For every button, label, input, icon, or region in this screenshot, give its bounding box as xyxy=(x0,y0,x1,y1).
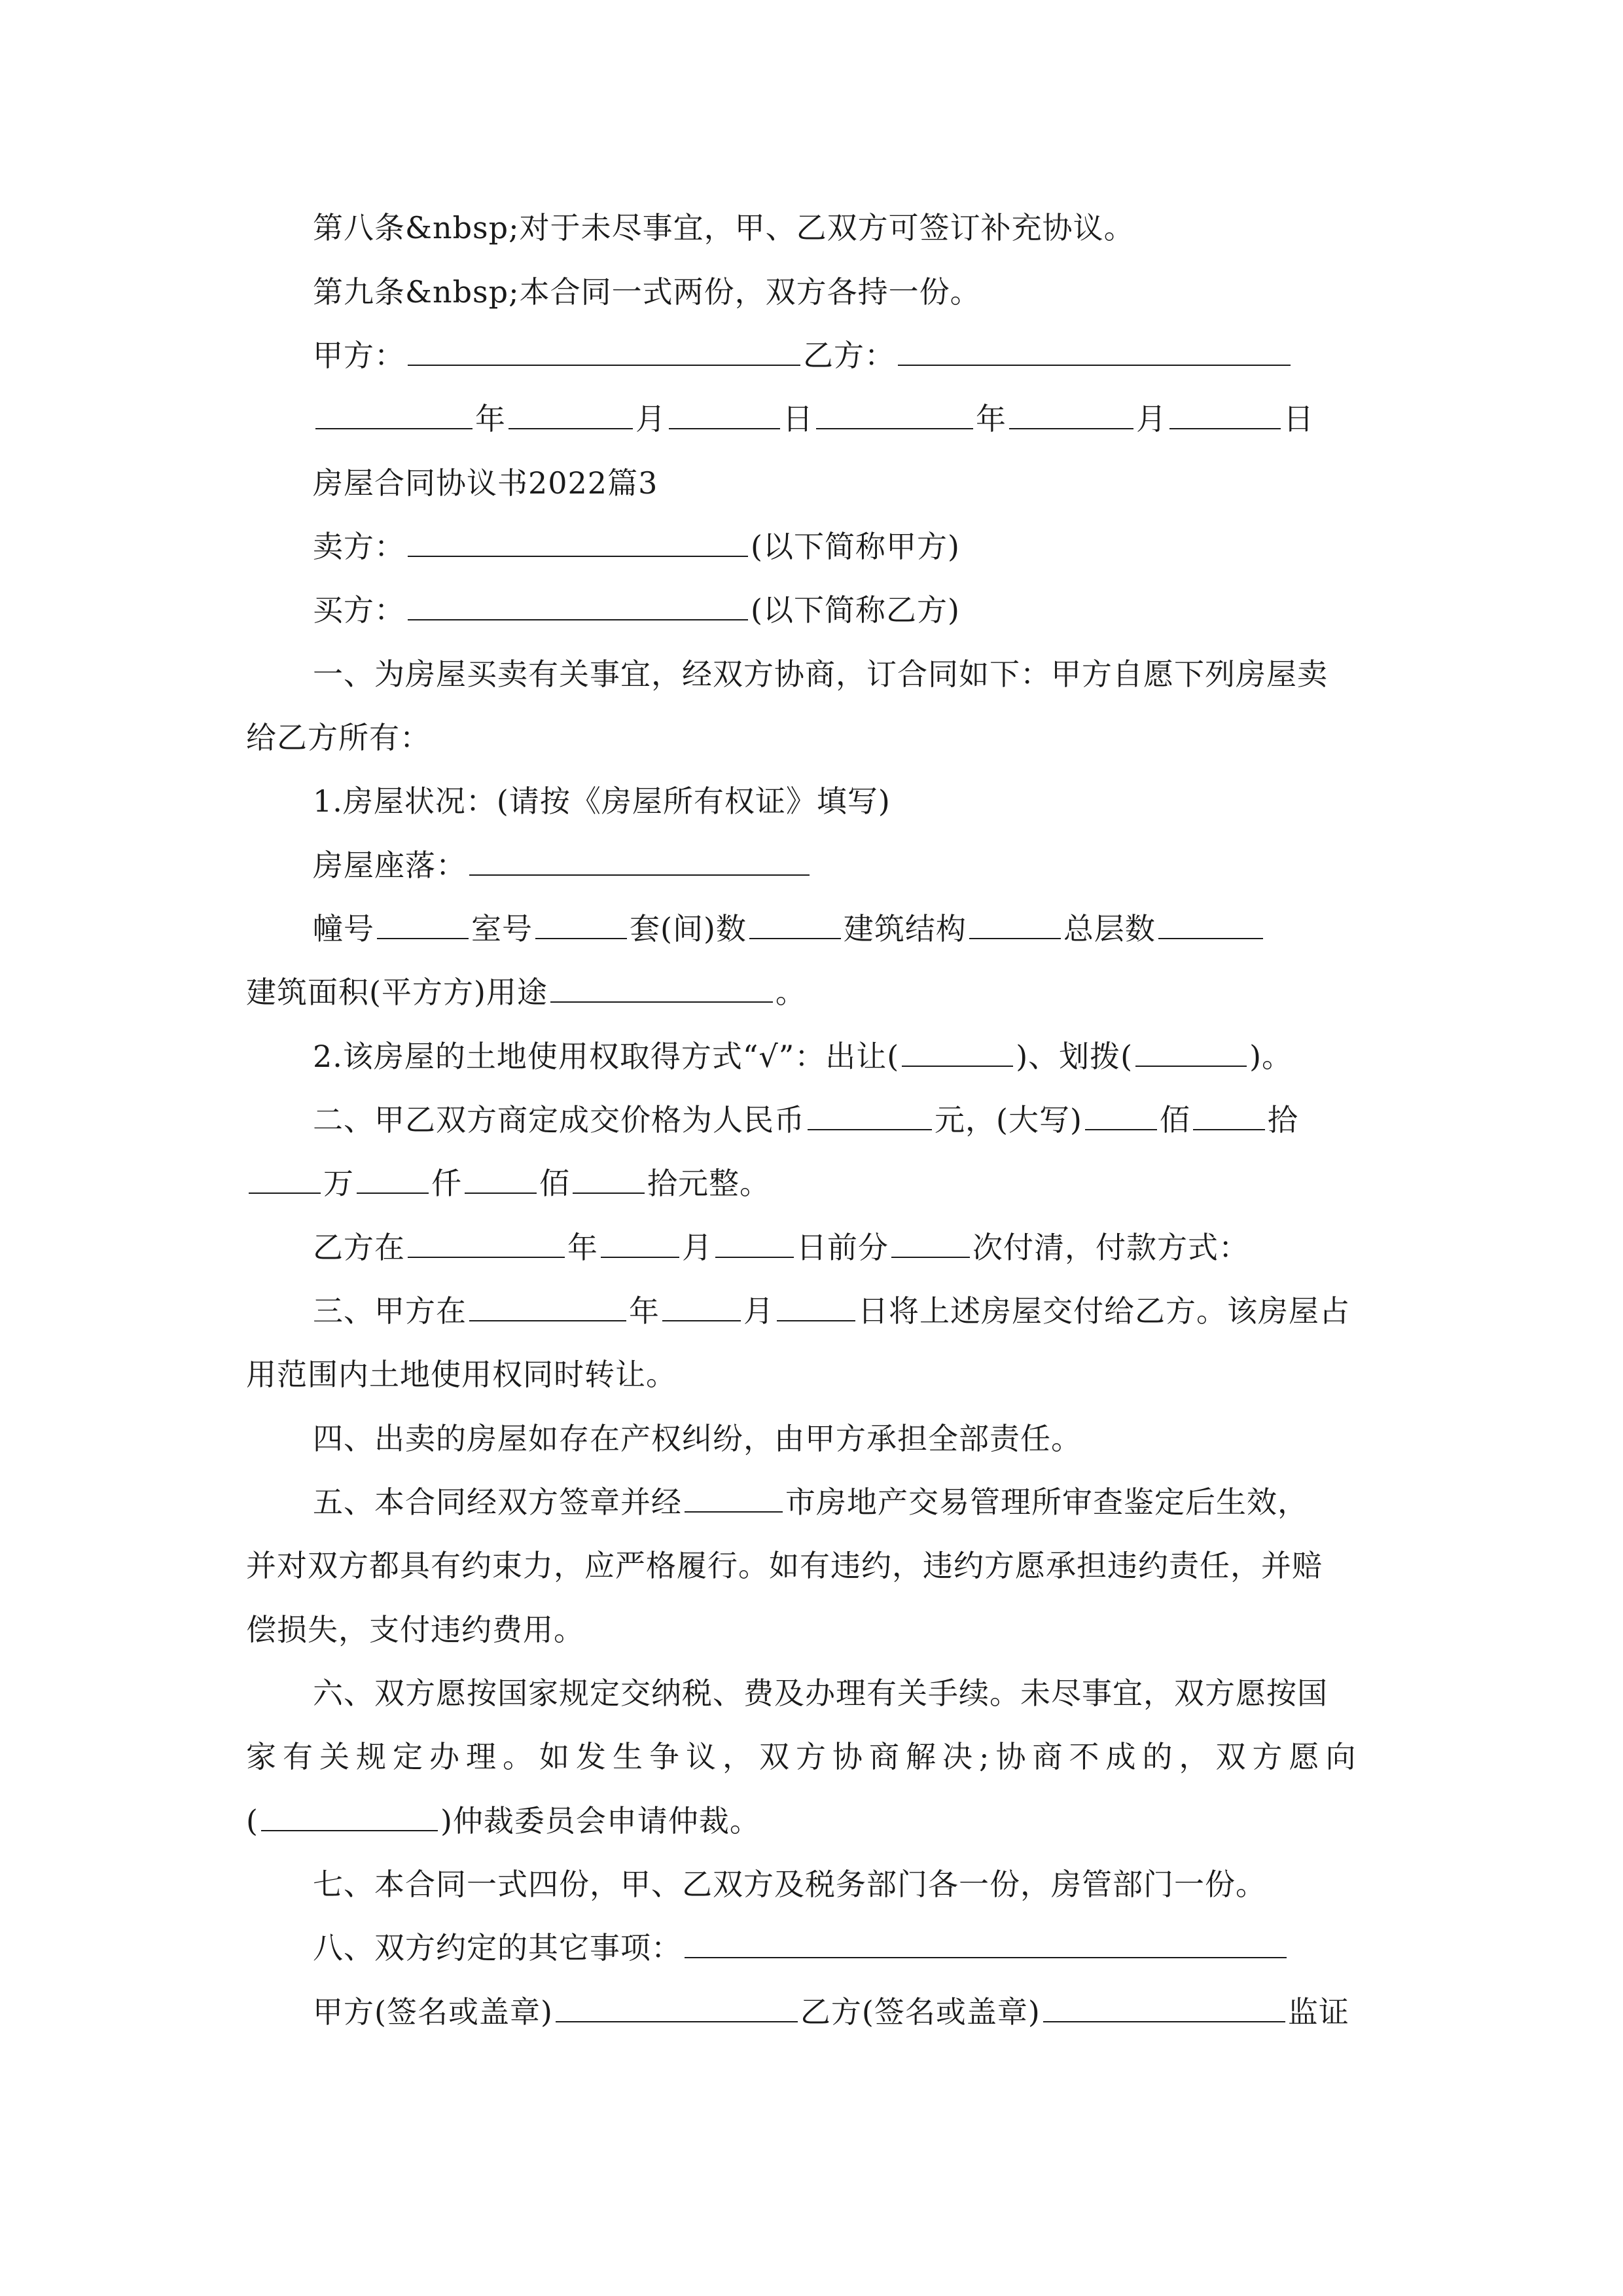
bai-blank[interactable] xyxy=(465,1164,537,1194)
year-a-blank[interactable] xyxy=(315,399,473,429)
clause-3-line-2: 用范围内土地使用权同时转让。 xyxy=(246,1357,677,1392)
delivery-year-blank[interactable] xyxy=(469,1291,626,1321)
year-b-blank[interactable] xyxy=(816,399,973,429)
clause-6-line-2: 家有关规定办理。如发生争议，双方协商解决;协商不成的，双方愿向 xyxy=(246,1739,1363,1774)
article-9: 第九条&nbsp;本合同一式两份，双方各持一份。 xyxy=(313,274,981,310)
allocation-blank[interactable] xyxy=(1135,1037,1247,1067)
date-line: 年 月 日 年 月 日 xyxy=(313,399,1314,439)
party-a-blank[interactable] xyxy=(408,336,800,366)
clause-8: 八、双方约定的其它事项： xyxy=(313,1928,1289,1967)
party-b-blank[interactable] xyxy=(898,336,1291,366)
price-shi-blank[interactable] xyxy=(1193,1100,1265,1130)
clause-1-1: 1.房屋状况：(请按《房屋所有权证》填写) xyxy=(313,783,891,819)
clause-6-line-1: 六、双方愿按国家规定交纳税、费及办理有关手续。未尽事宜，双方愿按国 xyxy=(313,1676,1328,1711)
clause-5-line-3: 偿损失，支付违约费用。 xyxy=(246,1612,584,1647)
pay-day-blank[interactable] xyxy=(715,1228,794,1258)
area-blank[interactable] xyxy=(550,973,773,1003)
area-line: 建筑面积(平方方)用途 。 xyxy=(246,973,806,1012)
rooms-blank[interactable] xyxy=(749,909,841,939)
building-no-blank[interactable] xyxy=(377,909,469,939)
signature-line: 甲方(签名或盖章) 乙方(签名或盖章) 监证 xyxy=(313,1992,1349,2032)
day-a-blank[interactable] xyxy=(669,399,780,429)
pay-year-blank[interactable] xyxy=(408,1228,565,1258)
location-blank[interactable] xyxy=(469,846,810,876)
other-matters-blank[interactable] xyxy=(685,1928,1287,1958)
clause-7: 七、本合同一式四份，甲、乙双方及税务部门各一份，房管部门一份。 xyxy=(313,1867,1266,1902)
clause-1-line-1: 一、为房屋买卖有关事宜，经双方协商，订合同如下：甲方自愿下列房屋卖 xyxy=(313,656,1328,692)
price-blank[interactable] xyxy=(808,1100,932,1130)
clause-6-line-3: ( )仲裁委员会申请仲裁。 xyxy=(246,1801,760,1840)
buyer-line: 买方： (以下简称乙方) xyxy=(313,590,960,630)
buyer-blank[interactable] xyxy=(408,590,748,620)
payment-line: 乙方在 年 月 日前分 次付清，付款方式： xyxy=(313,1228,1249,1267)
qian-blank[interactable] xyxy=(357,1164,429,1194)
city-blank[interactable] xyxy=(685,1482,783,1513)
pay-month-blank[interactable] xyxy=(601,1228,679,1258)
seller-line: 卖方： (以下简称甲方) xyxy=(313,527,960,566)
pay-times-blank[interactable] xyxy=(891,1228,970,1258)
seller-blank[interactable] xyxy=(408,527,748,557)
floors-blank[interactable] xyxy=(1158,909,1263,939)
clause-5-line-2: 并对双方都具有约束力，应严格履行。如有违约，违约方愿承担违约责任，并赔 xyxy=(246,1548,1323,1583)
transfer-blank[interactable] xyxy=(902,1037,1013,1067)
clause-5-line-1: 五、本合同经双方签章并经 市房地产交易管理所审查鉴定后生效， xyxy=(313,1482,1308,1522)
clause-2-line-2: 万 仟 佰 拾元整。 xyxy=(246,1164,770,1203)
section-heading: 房屋合同协议书2022篇3 xyxy=(313,465,658,501)
month-b-blank[interactable] xyxy=(1009,399,1133,429)
structure-blank[interactable] xyxy=(969,909,1061,939)
location-line: 房屋座落： xyxy=(313,846,812,885)
clause-2-line-1: 二、甲乙双方商定成交价格为人民币 元，(大写) 佰 拾 xyxy=(313,1100,1298,1139)
wan-blank[interactable] xyxy=(249,1164,321,1194)
clause-1-line-2: 给乙方所有： xyxy=(246,720,431,755)
clause-4: 四、出卖的房屋如存在产权纠纷，由甲方承担全部责任。 xyxy=(313,1421,1082,1456)
day-b-blank[interactable] xyxy=(1169,399,1281,429)
article-8: 第八条&nbsp;对于未尽事宜，甲、乙双方可签订补充协议。 xyxy=(313,210,1135,245)
month-a-blank[interactable] xyxy=(508,399,633,429)
arbitration-blank[interactable] xyxy=(261,1801,438,1831)
shi-blank[interactable] xyxy=(573,1164,645,1194)
sign-b-blank[interactable] xyxy=(1043,1992,1285,2022)
party-line: 甲方： 乙方： xyxy=(313,336,1293,375)
clause-1-2: 2.该房屋的土地使用权取得方式“√”：出让( )、划拨( )。 xyxy=(313,1037,1293,1076)
price-bai-blank[interactable] xyxy=(1085,1100,1157,1130)
sign-a-blank[interactable] xyxy=(556,1992,798,2022)
property-details-line: 幢号 室号 套(间)数 建筑结构 总层数 xyxy=(313,909,1266,948)
room-no-blank[interactable] xyxy=(535,909,627,939)
clause-3-line-1: 三、甲方在 年 月 日将上述房屋交付给乙方。该房屋占 xyxy=(313,1291,1350,1331)
delivery-month-blank[interactable] xyxy=(662,1291,741,1321)
delivery-day-blank[interactable] xyxy=(777,1291,855,1321)
